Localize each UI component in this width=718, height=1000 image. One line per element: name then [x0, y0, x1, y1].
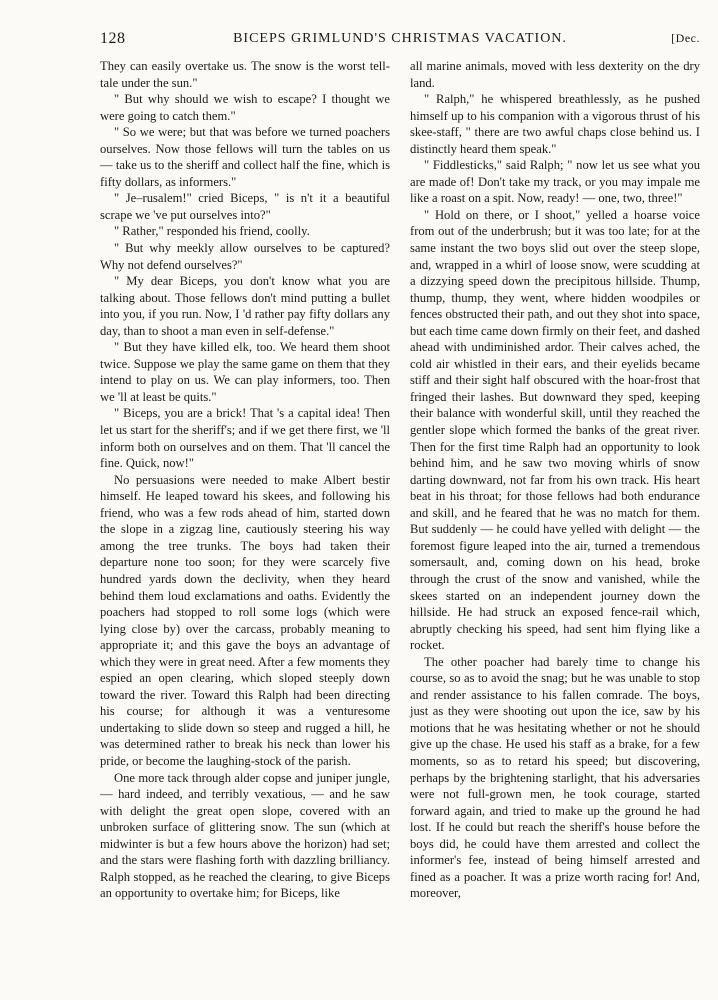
paragraph: One more tack through alder copse and juniper jungle, — hard indeed, and terribly vexatious, — and he saw with delight the great open slope, covered with an unbroken surface of glittering snow. The sun (which at midwinter is but a few hours above the horizon) had set; and the stars were flashing forth with dazzling brilliancy. Ralph stopped, as he reached the clearing, to give Biceps an opportunity to overtake him; for Biceps, like: [100, 770, 390, 901]
paragraph: No persuasions were needed to make Albert bestir himself. He leaped toward his skees, and following his friend, who was a few rods ahead of him, started down the slope in a zigzag line, cautiously steering his way among the tree trunks. The boys had taken their departure none too soon; for they were scarcely five hundred yards down the declivity, when they heard behind them loud exclamations and oaths. Evidently the poachers had stopped to roll some logs (which were lying close by) over the carcass, probably meaning to appropriate it; and this gave the boys an advantage of which they were in great need. After a few moments they espied an open clearing, which sloped steeply down toward the river. Toward this Ralph had been directing his course; for although it was a venturesome undertaking to slide down so steep and rugged a hill, he was determined rather to break his neck than lower his pride, or become the laughing-stock of the parish.: [100, 472, 390, 768]
page-number: 128: [100, 30, 126, 47]
paragraph: " So we were; but that was before we turned poachers ourselves. Now those fellows will turn the tables on us — take us to the sheriff and collect half the fine, which is fifty dollars, as informers.": [100, 125, 390, 189]
paragraph: all marine animals, moved with less dexterity on the dry land.: [410, 59, 700, 90]
paragraph: " Fiddlesticks," said Ralph; " now let us see what you are made of! Don't take my track, or you may impale me like a roast on a spit. Now, ready! — one, two, three!": [410, 158, 700, 206]
paragraph: " But why should we wish to escape? I thought we were going to catch them.": [100, 92, 390, 123]
paragraph: " Biceps, you are a brick! That 's a capital idea! Then let us start for the sheriff's; and if we get there first, we 'll inform both on ourselves and on them. That 'll cancel the fine. Quick, now!": [100, 406, 390, 471]
paragraph: " Hold on there, or I shoot," yelled a hoarse voice from out of the underbrush; but it was too late; for at the same instant the two boys slid out over the steep slope, and, wrapped in a whirl of loose snow, were scudding at a dizzying speed down the precipitous hillside. Thump, thump, thump, they went, where hidden woodpiles or fences obstructed their path, and out they shot into space, but each time came down firmly on their feet, and dashed ahead with undiminished ardor. Their calves ached, the cold air whistled in their ears, and their eyelids became stiff and their sight half obscured with the hoar-frost that fringed their lashes. But downward they sped, keeping their balance with wonderful skill, until they reached the gentler slope which formed the banks of the great river. Then for the first time Ralph had an opportunity to look behind him, and he saw two moving whirls of snow darting downward, not far from his own track. His heart beat in his throat; for those fellows had both endurance and skill, and he feared that he was no match for them. But suddenly — he could have yelled with delight — the foremost figure leaped into the air, turned a tremendous somersault, and, coming down on his head, broke through the crust of the snow and vanished, while the skees started on an independent journey down the hillside. He had struck an exposed fence-rail which, abruptly checking his speed, had sent him flying like a rocket.: [410, 207, 700, 653]
paragraph: " Ralph," he whispered breathlessly, as he pushed himself up to his companion with a vigorous thrust of his skee-staff, " there are two awful chaps close behind us. I distinctly heard them speak.": [410, 92, 700, 156]
running-title: BICEPS GRIMLUND'S CHRISTMAS VACATION.: [233, 31, 567, 46]
paragraph: They can easily overtake us. The snow is the worst tell-tale under the sun.": [100, 59, 390, 90]
issue-month: [Dec.: [671, 31, 700, 45]
right-column: [410, 58, 700, 988]
paragraph: The other poacher had barely time to change his course, so as to avoid the snag; but he was unable to stop and render assistance to his fallen comrade. The boys, just as they were shooting out upon the ice, saw by his motions that he was hesitating whether or not he should give up the chase. He used his staff as a brake, for a few moments, so as to retard his speed; but discovering, perhaps by the brightening starlight, that his adversaries were not full-grown men, he took courage, started forward again, and tried to make up the ground he had lost. If he could but reach the sheriff's house before the boys did, he could have them arrested and collect the informer's fee, instead of being himself arrested and fined as a poacher. It was a prize worth racing for! And, moreover,: [410, 654, 700, 901]
running-header: [100, 30, 700, 52]
paragraph: " Rather," responded his friend, coolly.: [114, 224, 310, 239]
paragraph: " But why meekly allow ourselves to be captured? Why not defend ourselves?": [100, 241, 390, 272]
left-column: [100, 58, 390, 988]
paragraph: " My dear Biceps, you don't know what you are talking about. Those fellows don't mind putting a bullet into you, if you run. Now, I 'd rather pay fifty dollars any day, than to shoot a man even in self-defense.": [100, 274, 390, 338]
paragraph: " Je–rusalem!" cried Biceps, " is n't it a beautiful scrape we 've put ourselves into?": [100, 191, 390, 222]
paragraph: " But they have killed elk, too. We heard them shoot twice. Suppose we play the same game on them that they intend to play on us. We can play informers, too. Then we 'll at least be quits.": [100, 340, 390, 404]
